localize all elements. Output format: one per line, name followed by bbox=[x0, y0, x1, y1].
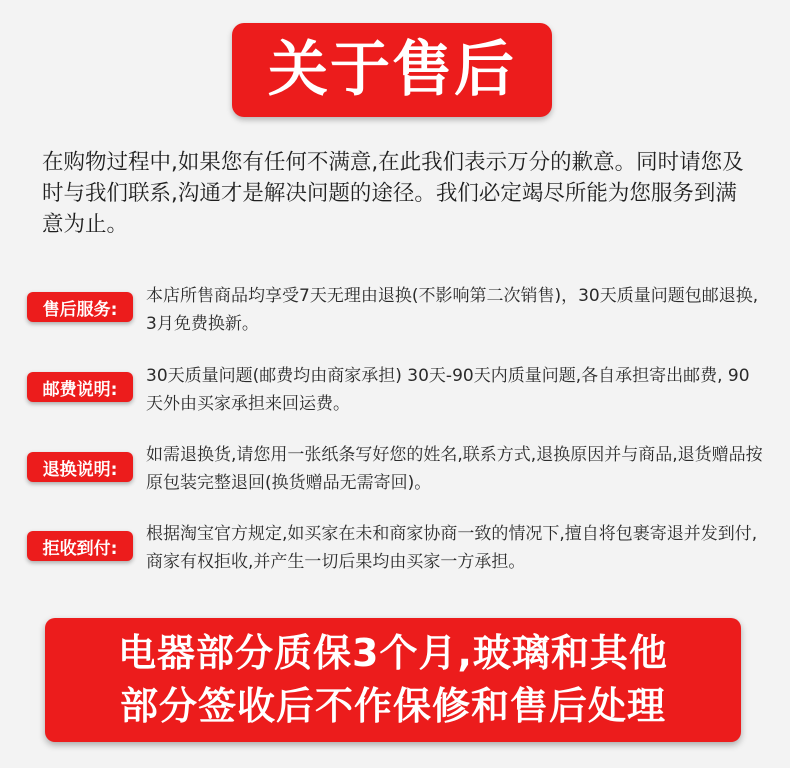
section-label-badge: 售后服务: bbox=[27, 292, 133, 322]
intro-paragraph: 在购物过程中,如果您有任何不满意,在此我们表示万分的歉意。同时请您及时与我们联系,沟通才是解决问题的途径。我们必定竭尽所能为您服务到满意为止。 bbox=[42, 150, 744, 237]
section-description: 如需退换货,请您用一张纸条写好您的姓名,联系方式,退换原因并与商品,退货赠品按原包装完整退回(换货赠品无需寄回)。 bbox=[146, 445, 763, 493]
warranty-notice-banner bbox=[45, 618, 741, 742]
section-label-badge: 拒收到付: bbox=[27, 531, 133, 561]
section-description: 本店所售商品均享受7天无理由退换(不影响第二次销售)，30天质量问题包邮退换, 3月免费换新。 bbox=[146, 286, 759, 334]
section-description: 30天质量问题(邮费均由商家承担) 30天-90天内质量问题,各自承担寄出邮费, 90天外由买家承担来回运费。 bbox=[146, 366, 750, 414]
section-label-badge: 邮费说明: bbox=[27, 372, 133, 402]
section-label-badge: 退换说明: bbox=[27, 452, 133, 482]
section-description: 根据淘宝官方规定,如买家在未和商家协商一致的情况下,擅自将包裹寄退并发到付,商家有权拒收,并产生一切后果均由买家一方承担。 bbox=[146, 524, 758, 572]
page-title: 关于售后 bbox=[268, 35, 516, 105]
warranty-notice-line-1: 电器部分质保3个月,玻璃和其他 bbox=[118, 631, 668, 675]
title-banner bbox=[232, 23, 552, 117]
warranty-notice-line-2: 部分签收后不作保修和售后处理 bbox=[119, 684, 666, 728]
